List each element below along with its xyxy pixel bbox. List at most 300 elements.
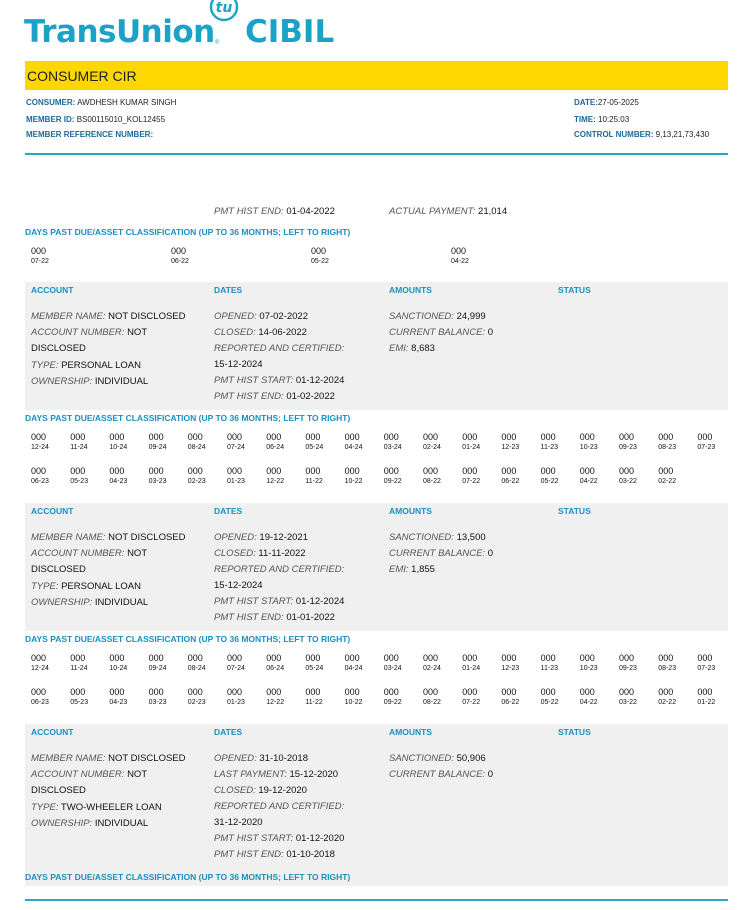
acct2-dpd-row2-value: 000: [501, 687, 517, 697]
acct1-dpd-row1-value: 000: [462, 432, 478, 442]
header-divider: [25, 153, 728, 155]
acct2-closed: [214, 548, 306, 559]
acct2-pmt-end-label: PMT HIST END:: [214, 612, 284, 623]
acct2-dpd-row2-month: 01-23: [227, 699, 245, 706]
top-dpd-month: 04-22: [451, 258, 469, 265]
acct1-dpd-row2-value: 000: [266, 466, 282, 476]
acct1-dpd-row2-cell: [31, 466, 49, 486]
acct2-dpd-row1-month: 03-24: [383, 665, 402, 672]
acct2-dpd-row1-cell: [149, 653, 167, 673]
acct2-dpd-row1-value: 000: [109, 653, 125, 663]
acct2-dates-header: DATES: [214, 506, 243, 516]
time-line: [574, 115, 629, 124]
acct2-dpd-row2-cell: [619, 687, 637, 707]
acct1-dpd-row2-value: 000: [540, 466, 556, 476]
acct1-dpd-row2-month: 11-22: [305, 478, 323, 485]
acct1-dpd-row2-value: 000: [70, 466, 86, 476]
acct1-dpd-row2-cell: [541, 466, 559, 486]
acct3-current-balance: [389, 769, 493, 780]
acct1-dpd-row2-value: 000: [305, 466, 321, 476]
acct2-pmt-start: [214, 596, 344, 607]
acct2-pmt-end: [214, 612, 335, 623]
acct2-dpd-row1-cell: [501, 653, 519, 673]
acct2-pmt-start-label: PMT HIST START:: [214, 596, 294, 607]
tu-mark-text: tu: [215, 0, 233, 16]
acct2-account-number: [31, 548, 147, 559]
acct2-dpd-row1-value: 000: [619, 653, 635, 663]
acct1-dpd-row1-value: 000: [540, 432, 556, 442]
acct2-dpd-row1-value: 000: [423, 653, 439, 663]
acct1-emi-value: 8,683: [411, 343, 435, 354]
acct3-sanctioned-value: 50,906: [456, 753, 486, 764]
acct1-ownership-value: INDIVIDUAL: [94, 376, 149, 387]
acct3-member-name-label: MEMBER NAME:: [31, 753, 106, 764]
acct1-dpd-row1-cell: [423, 432, 441, 452]
acct2-dpd-row2-cell: [423, 687, 441, 707]
acct2-dpd-row2-value: 000: [187, 687, 203, 697]
acct2-account-number-cont: DISCLOSED: [31, 564, 86, 575]
acct2-dpd-row2-cell: [70, 687, 88, 707]
acct2-dpd-row2-month: 03-22: [619, 699, 637, 706]
member-id-value: BS00115010_KOL12455: [76, 115, 166, 124]
acct2-dpd-row1-value: 000: [658, 653, 674, 663]
acct1-dpd-row1-value: 000: [658, 432, 674, 442]
acct2-dpd-row2-value: 000: [31, 687, 47, 697]
acct1-reported: [214, 343, 344, 354]
acct3-pmt-start-value: 01-12-2020: [295, 833, 345, 844]
acct1-type-value: PERSONAL LOAN: [61, 360, 141, 371]
acct1-dpd-row1-value: 000: [619, 432, 635, 442]
acct1-dpd-row2-value: 000: [227, 466, 243, 476]
acct1-dpd-row2-value: 000: [462, 466, 478, 476]
acct2-dpd-row1-value: 000: [462, 653, 478, 663]
top-dpd-cell: [311, 246, 329, 266]
acct1-dpd-row1-month: 11-23: [540, 444, 558, 451]
acct2-dpd-row2-month: 12-22: [266, 699, 285, 706]
acct1-account-number-label: ACCOUNT NUMBER:: [31, 327, 125, 338]
member-id-label: MEMBER ID:: [26, 115, 75, 124]
acct2-reported-value: 15-12-2024: [214, 580, 263, 591]
acct1-dpd-row1-value: 000: [501, 432, 517, 442]
acct2-dpd-row1-month: 11-23: [540, 665, 558, 672]
acct2-dpd-row2-value: 000: [227, 687, 243, 697]
acct1-dpd-row1-value: 000: [109, 432, 125, 442]
acct1-member-name: [31, 311, 186, 322]
acct1-dpd-row1-month: 10-24: [109, 444, 128, 451]
acct2-dpd-row2-cell: [697, 687, 715, 707]
acct2-closed-value: 11-11-2022: [258, 548, 306, 559]
acct2-member-name: [31, 532, 186, 543]
acct3-ownership-label: OWNERSHIP:: [31, 818, 93, 829]
acct3-reported-value: 31-12-2020: [214, 817, 263, 828]
top-pmt-hist-end-value: 01-04-2022: [286, 206, 335, 217]
acct1-dpd-row1-cell: [227, 432, 245, 452]
acct3-opened-value: 31-10-2018: [259, 753, 309, 764]
acct1-dpd-row1-month: 12-23: [501, 444, 520, 451]
acct1-dpd-row1-month: 10-23: [579, 444, 598, 451]
acct1-dpd-row2-month: 03-23: [148, 478, 167, 485]
acct1-dpd-row2-value: 000: [658, 466, 674, 476]
acct1-dpd-row1-cell: [384, 432, 402, 452]
acct1-account-header: ACCOUNT: [31, 285, 74, 295]
acct2-dpd-row2-month: 08-22: [423, 699, 441, 706]
acct1-dpd-row1-cell: [501, 432, 519, 452]
acct3-opened: [214, 753, 308, 764]
acct1-reported-value: 15-12-2024: [214, 359, 263, 370]
top-dpd-cell: [451, 246, 469, 266]
member-id-line: [26, 115, 165, 124]
consumer-label: CONSUMER:: [26, 98, 76, 107]
acct2-dpd-row2-value: 000: [70, 687, 86, 697]
acct2-dpd-row2-cell: [305, 687, 322, 707]
acct1-dpd-row2-cell: [149, 466, 167, 486]
acct3-dpd-title: DAYS PAST DUE/ASSET CLASSIFICATION (UP TO 36 MONTHS; LEFT TO RIGHT): [25, 872, 351, 882]
acct2-pmt-start-value: 01-12-2024: [295, 596, 345, 607]
acct1-sanctioned: [389, 311, 486, 322]
acct1-sanctioned-value: 24,999: [456, 311, 486, 322]
acct2-dpd-row2-month: 06-22: [501, 699, 520, 706]
acct2-dpd-row2-value: 000: [109, 687, 125, 697]
acct3-closed: [214, 785, 307, 796]
acct1-dpd-row1-month: 07-24: [227, 444, 245, 451]
date-label: DATE:: [574, 98, 598, 107]
acct2-dpd-row1-month: 07-23: [697, 665, 716, 672]
acct2-current-balance: [389, 548, 493, 559]
time-value: 10:25:03: [598, 115, 630, 124]
acct1-dpd-row1-value: 000: [227, 432, 243, 442]
acct2-reported-label: REPORTED AND CERTIFIED:: [214, 564, 345, 575]
acct3-type: [31, 802, 162, 813]
acct2-dpd-row1-cell: [658, 653, 676, 673]
acct3-last-payment-label: LAST PAYMENT:: [214, 769, 287, 780]
acct2-dpd-row2-value: 000: [697, 687, 713, 697]
acct2-dpd-row1-month: 08-23: [658, 665, 677, 672]
acct2-dpd-row2-value: 000: [579, 687, 595, 697]
acct2-dpd-row1-value: 000: [148, 653, 164, 663]
acct2-dpd-row2-month: 09-22: [383, 699, 402, 706]
acct1-dpd-row1-value: 000: [383, 432, 399, 442]
acct2-dpd-row2-value: 000: [305, 687, 321, 697]
control-value: 9,13,21,73,430: [655, 130, 710, 139]
acct1-opened-label: OPENED:: [214, 311, 257, 322]
acct3-type-value: TWO-WHEELER LOAN: [60, 802, 162, 813]
acct1-dpd-row1-month: 01-24: [462, 444, 481, 451]
acct1-dpd-row2-cell: [227, 466, 245, 486]
tu-logo-icon: [207, 0, 241, 26]
top-dpd-value: 000: [171, 246, 187, 256]
acct1-pmt-start: [214, 375, 344, 386]
acct1-dpd-row1-month: 02-24: [423, 444, 441, 451]
acct1-dpd-row2-month: 10-22: [344, 478, 363, 485]
top-pmt-hist-end: [214, 206, 335, 217]
acct1-dpd-row1-cell: [580, 432, 598, 452]
acct2-dpd-row2-value: 000: [344, 687, 360, 697]
acct3-sanctioned-label: SANCTIONED:: [389, 753, 454, 764]
acct1-dpd-row2-value: 000: [501, 466, 517, 476]
acct2-amounts-header: AMOUNTS: [389, 506, 432, 516]
acct2-dpd-row1-cell: [697, 653, 715, 673]
top-dpd-value: 000: [311, 246, 327, 256]
acct1-member-name-value: NOT DISCLOSED: [108, 311, 186, 322]
acct1-closed-label: CLOSED:: [214, 327, 256, 338]
top-dpd-value: 000: [451, 246, 467, 256]
acct1-dpd-row2-cell: [462, 466, 480, 486]
acct1-dpd-row2-cell: [345, 466, 363, 486]
acct3-pmt-end: [214, 849, 335, 860]
top-actual-payment-label: ACTUAL PAYMENT:: [389, 206, 476, 217]
acct2-dpd-row2-month: 04-22: [579, 699, 598, 706]
acct2-dpd-row1-cell: [580, 653, 598, 673]
acct2-dpd-row2-value: 000: [619, 687, 635, 697]
acct2-dpd-row1-value: 000: [70, 653, 86, 663]
acct1-type: [31, 360, 141, 371]
acct3-reported-label: REPORTED AND CERTIFIED:: [214, 801, 345, 812]
report-title-banner: [25, 61, 728, 90]
acct2-dpd-row2-cell: [580, 687, 598, 707]
acct1-current-balance-value: 0: [487, 327, 494, 338]
acct1-dpd-row2-month: 04-22: [579, 478, 598, 485]
acct1-pmt-end-label: PMT HIST END:: [214, 391, 284, 402]
acct2-account-number-value: NOT: [127, 548, 148, 559]
acct2-dpd-row1-value: 000: [383, 653, 399, 663]
acct2-dpd-row2-month: 06-23: [31, 699, 49, 706]
acct1-dpd-row2-month: 02-22: [658, 478, 677, 485]
acct2-dpd-row2-month: 05-23: [70, 699, 89, 706]
acct2-dpd-row2-cell: [188, 687, 206, 707]
acct1-dpd-row1-value: 000: [70, 432, 86, 442]
acct1-dpd-row2-month: 06-22: [501, 478, 520, 485]
date-value: 27-05-2025: [597, 98, 639, 107]
acct1-dpd-row2-cell: [658, 466, 676, 486]
acct1-dpd-row1-cell: [70, 432, 87, 452]
acct1-dpd-row1-month: 11-24: [70, 444, 88, 451]
acct1-closed: [214, 327, 307, 338]
top-dpd-value: 000: [31, 246, 47, 256]
acct1-dpd-row2-cell: [619, 466, 637, 486]
acct1-dpd-row1-cell: [188, 432, 206, 452]
acct2-dpd-row2-value: 000: [658, 687, 674, 697]
acct3-account-number-cont: DISCLOSED: [31, 785, 86, 796]
acct1-dates-header: DATES: [214, 285, 243, 295]
acct1-dpd-row2-cell: [384, 466, 402, 486]
acct1-pmt-start-value: 01-12-2024: [295, 375, 345, 386]
acct1-dpd-row2-month: 01-23: [227, 478, 245, 485]
registered-mark: ®: [215, 40, 220, 46]
top-dpd-month: 07-22: [31, 258, 49, 265]
acct1-dpd-row1-month: 06-24: [266, 444, 285, 451]
acct2-dpd-row1-cell: [619, 653, 637, 673]
acct3-reported: [214, 801, 344, 812]
acct1-dpd-row1-cell: [345, 432, 363, 452]
acct1-dpd-row1-cell: [619, 432, 637, 452]
acct2-reported: [214, 564, 344, 575]
acct2-dpd-row1-cell: [227, 653, 245, 673]
acct2-ownership: [31, 597, 148, 608]
acct3-amounts-header: AMOUNTS: [389, 727, 432, 737]
acct1-dpd-row1-month: 08-24: [187, 444, 206, 451]
acct1-dpd-row2-cell: [501, 466, 519, 486]
acct2-sanctioned-value: 13,500: [456, 532, 486, 543]
acct2-dpd-row2-value: 000: [423, 687, 439, 697]
account-section-1: [25, 282, 728, 410]
account-section-2: [25, 503, 728, 631]
acct3-ownership-value: INDIVIDUAL: [94, 818, 149, 829]
acct1-dpd-row2-month: 04-23: [109, 478, 128, 485]
acct2-emi: [389, 564, 435, 575]
acct1-dpd-row1-value: 000: [579, 432, 595, 442]
control-label: CONTROL NUMBER:: [574, 130, 654, 139]
acct2-dpd-row2-month: 11-22: [305, 699, 323, 706]
acct1-dpd-row1-cell: [658, 432, 676, 452]
acct1-dpd-row1-cell: [31, 432, 49, 452]
acct1-dpd-row2-value: 000: [109, 466, 125, 476]
acct2-dpd-row1-value: 000: [501, 653, 517, 663]
acct1-dpd-row2-month: 08-22: [423, 478, 441, 485]
acct2-dpd-row2-cell: [31, 687, 49, 707]
acct2-dpd-row1-value: 000: [579, 653, 595, 663]
acct2-dpd-row1-month: 05-24: [305, 665, 324, 672]
acct2-sanctioned: [389, 532, 486, 543]
acct2-dpd-row2-month: 10-22: [344, 699, 363, 706]
acct3-last-payment-value: 15-12-2020: [289, 769, 339, 780]
acct2-dpd-row1-month: 10-23: [579, 665, 598, 672]
acct2-dpd-row2-cell: [658, 687, 676, 707]
acct2-dpd-row2-month: 04-23: [109, 699, 128, 706]
top-pmt-hist-end-label: PMT HIST END:: [214, 206, 284, 217]
acct2-dpd-row2-value: 000: [266, 687, 282, 697]
acct1-dpd-row2-cell: [70, 466, 88, 486]
acct3-account-header: ACCOUNT: [31, 727, 74, 737]
acct2-status-header: STATUS: [558, 506, 591, 516]
acct2-dpd-row1-month: 04-24: [344, 665, 363, 672]
acct2-dpd-row1-cell: [266, 653, 284, 673]
acct2-dpd-title: DAYS PAST DUE/ASSET CLASSIFICATION (UP TO 36 MONTHS; LEFT TO RIGHT): [25, 634, 351, 644]
acct1-current-balance-label: CURRENT BALANCE:: [389, 327, 486, 338]
acct2-dpd-row1-cell: [423, 653, 441, 673]
member-ref-line: [26, 130, 153, 139]
acct1-type-label: TYPE:: [31, 360, 59, 371]
acct1-emi: [389, 343, 435, 354]
acct2-dpd-row2-month: 01-22: [697, 699, 716, 706]
acct1-dpd-row2-value: 000: [579, 466, 595, 476]
acct2-emi-value: 1,855: [411, 564, 435, 575]
acct1-pmt-start-label: PMT HIST START:: [214, 375, 294, 386]
acct2-dpd-row2-cell: [541, 687, 559, 707]
acct1-dpd-row1-cell: [305, 432, 323, 452]
acct1-dpd-row2-value: 000: [423, 466, 439, 476]
acct1-dpd-row1-value: 000: [266, 432, 282, 442]
acct1-opened-value: 07-02-2022: [259, 311, 309, 322]
acct1-dpd-row1-month: 12-24: [31, 444, 49, 451]
consumer-line: [26, 98, 176, 107]
acct3-sanctioned: [389, 753, 486, 764]
acct3-type-label: TYPE:: [31, 802, 59, 813]
acct3-account-number-value: NOT: [127, 769, 148, 780]
member-ref-label: MEMBER REFERENCE NUMBER:: [26, 130, 154, 139]
acct2-dpd-row1-cell: [541, 653, 558, 673]
acct2-dpd-row2-cell: [149, 687, 167, 707]
top-dpd-month: 06-22: [171, 258, 189, 265]
acct1-dpd-row1-month: 07-23: [697, 444, 716, 451]
acct1-member-name-label: MEMBER NAME:: [31, 311, 106, 322]
transunion-cibil-logo: [24, 0, 354, 56]
acct1-dpd-row2-month: 05-23: [70, 478, 89, 485]
acct1-dpd-row1-month: 09-23: [619, 444, 637, 451]
acct2-account-header: ACCOUNT: [31, 506, 74, 516]
acct3-status-header: STATUS: [558, 727, 591, 737]
footer-divider: [25, 899, 728, 901]
acct1-opened: [214, 311, 308, 322]
acct2-dpd-row1-value: 000: [697, 653, 713, 663]
acct1-ownership-label: OWNERSHIP:: [31, 376, 93, 387]
acct3-ownership: [31, 818, 148, 829]
acct3-member-name: [31, 753, 186, 764]
acct2-dpd-row1-value: 000: [187, 653, 203, 663]
acct1-dpd-row2-month: 03-22: [619, 478, 637, 485]
acct2-dpd-row1-month: 11-24: [70, 665, 88, 672]
acct1-pmt-end-value: 01-02-2022: [286, 391, 335, 402]
acct2-dpd-row2-cell: [501, 687, 519, 707]
time-label: TIME:: [574, 115, 596, 124]
acct2-dpd-row1-cell: [31, 653, 49, 673]
acct2-dpd-row1-value: 000: [305, 653, 321, 663]
acct1-dpd-row2-month: 05-22: [540, 478, 559, 485]
consumer-value: AWDHESH KUMAR SINGH: [77, 98, 177, 107]
acct2-dpd-row2-cell: [462, 687, 480, 707]
acct3-member-name-value: NOT DISCLOSED: [108, 753, 186, 764]
acct2-dpd-row1-month: 09-23: [619, 665, 637, 672]
acct2-dpd-row2-cell: [227, 687, 245, 707]
top-dpd-cell: [171, 246, 189, 266]
acct1-dpd-row2-cell: [305, 466, 322, 486]
acct1-sanctioned-label: SANCTIONED:: [389, 311, 454, 322]
acct2-member-name-label: MEMBER NAME:: [31, 532, 106, 543]
acct2-dpd-row2-value: 000: [462, 687, 478, 697]
acct2-dpd-row1-cell: [109, 653, 127, 673]
top-actual-payment: [389, 206, 507, 217]
acct1-dpd-row2-month: 02-23: [187, 478, 206, 485]
acct2-type-value: PERSONAL LOAN: [61, 581, 141, 592]
acct1-dpd-row1-value: 000: [187, 432, 203, 442]
acct1-ownership: [31, 376, 148, 387]
acct3-closed-label: CLOSED:: [214, 785, 256, 796]
acct1-status-header: STATUS: [558, 285, 591, 295]
acct1-dpd-row2-cell: [423, 466, 441, 486]
acct1-dpd-row2-month: 07-22: [462, 478, 481, 485]
acct2-dpd-row1-month: 10-24: [109, 665, 128, 672]
acct1-dpd-row2-value: 000: [187, 466, 203, 476]
acct2-opened-label: OPENED:: [214, 532, 257, 543]
acct2-dpd-row1-month: 12-24: [31, 665, 49, 672]
acct2-dpd-row2-value: 000: [383, 687, 399, 697]
acct2-dpd-row1-value: 000: [227, 653, 243, 663]
acct2-dpd-row1-cell: [345, 653, 363, 673]
acct2-dpd-row1-month: 01-24: [462, 665, 481, 672]
acct3-pmt-end-label: PMT HIST END:: [214, 849, 284, 860]
acct1-dpd-row2-value: 000: [148, 466, 164, 476]
acct1-dpd-row1-cell: [266, 432, 284, 452]
acct2-dpd-row2-cell: [109, 687, 127, 707]
acct1-amounts-header: AMOUNTS: [389, 285, 432, 295]
acct1-dpd-row2-value: 000: [619, 466, 635, 476]
acct2-dpd-row1-cell: [384, 653, 402, 673]
acct1-dpd-row2-value: 000: [383, 466, 399, 476]
control-line: [574, 130, 709, 139]
acct1-account-number-cont: DISCLOSED: [31, 343, 86, 354]
acct2-sanctioned-label: SANCTIONED:: [389, 532, 454, 543]
top-actual-payment-value: 21,014: [478, 206, 508, 217]
acct2-dpd-row1-value: 000: [540, 653, 556, 663]
